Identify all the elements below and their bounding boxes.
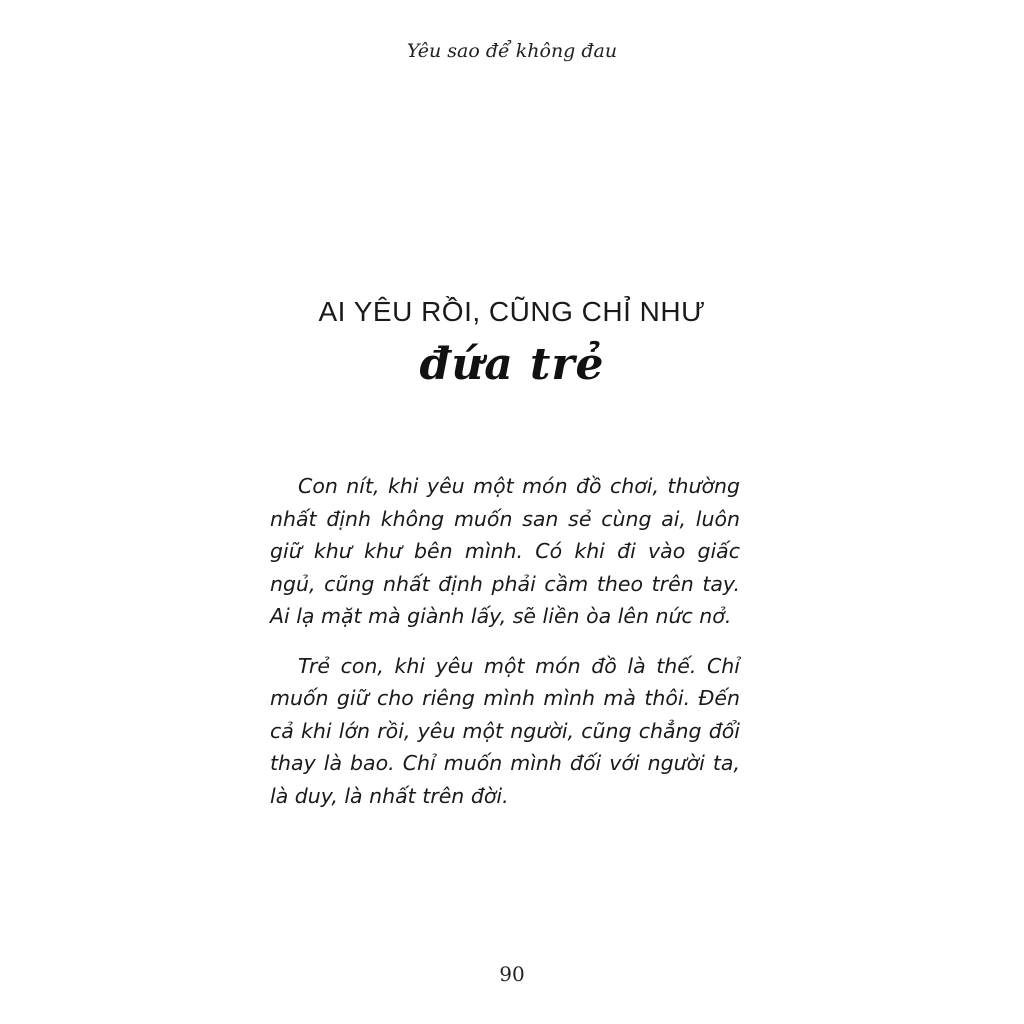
- paragraph-2: Trẻ con, khi yêu một món đồ là thế. Chỉ muốn giữ cho riêng mình mình mà thôi. Đến cả khi lớn rồi, yêu một người, cũng chẳng đổi thay là bao. Chỉ muốn mình đối với người ta, là duy, là nhất trên đời.: [270, 653, 740, 808]
- chapter-title-line-1: AI YÊU RỒI, CŨNG CHỈ NHƯ: [318, 296, 706, 327]
- body-text: [270, 470, 740, 829]
- running-header: Yêu sao để không đau: [406, 40, 618, 62]
- page-number: 90: [499, 962, 525, 986]
- chapter-title-line-2: đứa trẻ: [419, 339, 605, 390]
- paragraph-1: Con nít, khi yêu một món đồ chơi, thường nhất định không muốn san sẻ cùng ai, luôn giữ khư khư bên mình. Có khi đi vào giấc ngủ, cũng nhất định phải cầm theo trên tay. Ai lạ mặt mà giành lấy, sẽ liền òa lên nức nở.: [270, 474, 740, 628]
- chapter-title: [0, 292, 1024, 392]
